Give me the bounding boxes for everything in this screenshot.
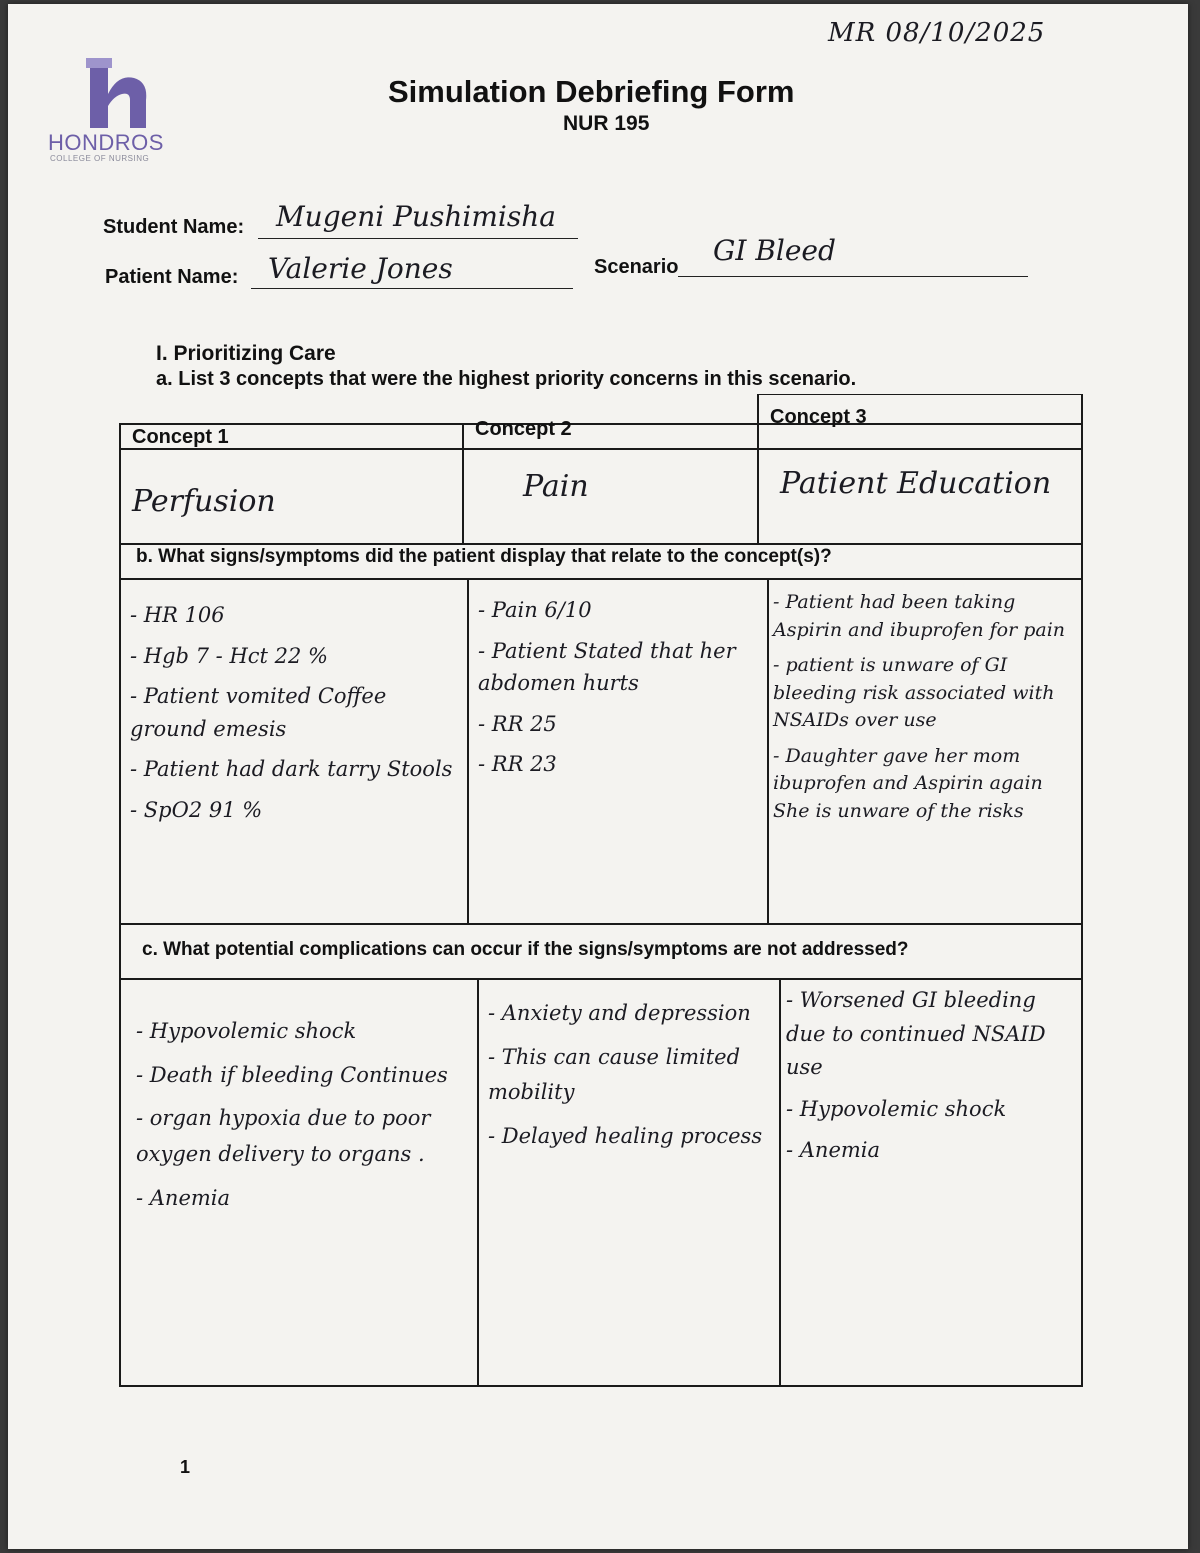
page-number: 1 (180, 1457, 191, 1477)
student-name-value: Mugeni Pushimisha (276, 200, 556, 233)
scenario-label: Scenario (594, 256, 679, 278)
form-title: Simulation Debriefing Form (388, 74, 795, 109)
question-b: b. What signs/symptoms did the patient display that relate to the concept(s)? (136, 546, 832, 567)
complications-column-1 (136, 1014, 466, 1224)
form-page (8, 4, 1188, 1549)
scenario-line (678, 276, 1028, 277)
section-heading: I. Prioritizing Care (156, 342, 336, 365)
complications-column-3 (786, 984, 1081, 1176)
course-code: NUR 195 (563, 112, 650, 135)
patient-name-label: Patient Name: (105, 266, 239, 288)
list-item: - Anemia (786, 1138, 881, 1163)
list-item: - RR 23 (478, 752, 557, 777)
header-handwritten-note: MR 08/10/2025 (828, 18, 1046, 48)
table-grid (118, 394, 1113, 1389)
list-item: - Pain 6/10 (478, 598, 592, 622)
question-c: c. What potential complications can occur if the signs/symptoms are not addressed? (142, 939, 909, 960)
list-item: - Daughter gave her mom ibuprofen and Aspirin again She is unware of the risks (773, 744, 1043, 822)
list-item: - Hgb 7 - Hct 22 % (130, 643, 328, 668)
list-item: - organ hypoxia due to poor oxygen delivery to organs . (136, 1106, 431, 1167)
header-concept-2: Concept 2 (475, 418, 572, 440)
list-item: - Anemia (136, 1185, 231, 1210)
logo-subtitle: COLLEGE OF NURSING (50, 154, 150, 163)
list-item: - Patient had been taking Aspirin and ibuprofen for pain (773, 591, 1066, 641)
signs-column-2 (478, 594, 758, 789)
concept-1-value: Perfusion (132, 484, 276, 519)
student-name-label: Student Name: (103, 216, 245, 238)
list-item: - Anxiety and depression (488, 1001, 751, 1025)
hondros-logo (48, 54, 188, 169)
list-item: - Hypovolemic shock (136, 1019, 357, 1043)
list-item: - Delayed healing process (488, 1124, 763, 1149)
patient-name-line (251, 288, 573, 289)
list-item: - HR 106 (130, 603, 225, 627)
scenario-value: GI Bleed (713, 234, 836, 267)
logo-name: HONDROS (48, 130, 164, 155)
list-item: - SpO2 91 % (130, 797, 263, 822)
list-item: - This can cause limited mobility (488, 1044, 741, 1105)
list-item: - Patient vomited Coffee ground emesis (130, 684, 387, 741)
list-item: - Worsened GI bleeding due to continued NSAID use (786, 988, 1046, 1080)
signs-column-1 (130, 599, 458, 834)
signs-column-3 (773, 589, 1078, 833)
list-item: - Patient had dark tarry Stools (130, 757, 453, 782)
concept-3-value: Patient Education (780, 466, 1052, 501)
list-item: - patient is unware of GI bleeding risk associated with NSAIDs over use (773, 654, 1055, 732)
list-item: - Hypovolemic shock (786, 1096, 1007, 1121)
list-item: - Death if bleeding Continues (136, 1062, 448, 1087)
logo-h-icon (78, 54, 158, 132)
concept-2-value: Pain (523, 469, 589, 504)
list-item: - Patient Stated that her abdomen hurts (478, 638, 736, 696)
patient-name-value: Valerie Jones (268, 252, 453, 285)
list-item: - RR 25 (478, 711, 557, 736)
section-instruction: a. List 3 concepts that were the highest priority concerns in this scenario. (156, 368, 857, 390)
complications-column-2 (488, 996, 773, 1163)
debrief-table (118, 394, 1113, 1389)
header-concept-3: Concept 3 (770, 406, 867, 428)
header-concept-1: Concept 1 (132, 426, 229, 448)
student-name-line (258, 238, 578, 239)
